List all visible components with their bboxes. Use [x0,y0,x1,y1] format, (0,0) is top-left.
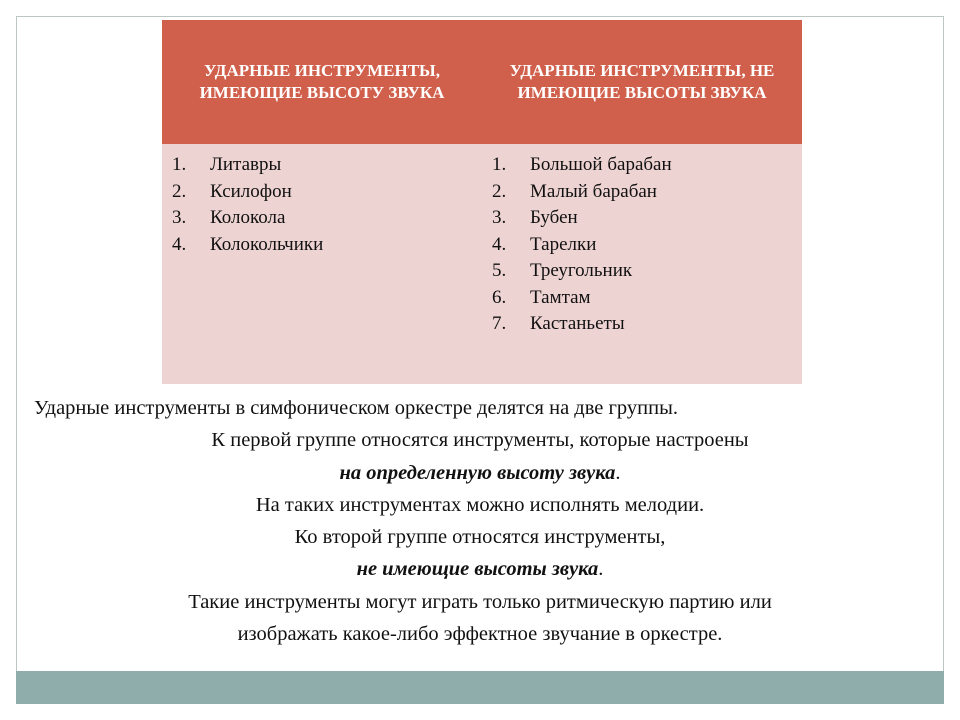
list-item-label: Литавры [210,154,282,175]
text-line: Ударные инструменты в симфоническом оркестре делятся на две группы. [34,397,678,419]
text-line: изображать какое-либо эффектное звучание в оркестре. [237,623,723,646]
list-item-label: Кастаньеты [530,313,625,334]
list-item [172,152,472,179]
punctuation: . [615,461,621,484]
list-item-label: Малый барабан [530,180,657,202]
table-header-row [162,20,802,144]
list-item-number: 6. [492,286,507,308]
list-item-number: 3. [492,207,507,228]
table-body-row [162,144,802,384]
list-item-label: Треугольник [530,260,633,281]
list-item-number: 1. [492,154,507,175]
header-pitched: УДАРНЫЕ ИНСТРУМЕНТЫ, ИМЕЮЩИЕ ВЫСОТУ ЗВУКА [162,20,482,144]
instruments-table [162,20,802,384]
text-line: На таких инструментах можно исполнять мелодии. [255,493,705,516]
list-item [492,205,792,232]
list-item-number: 1. [172,154,187,175]
list-item-label: Тамтам [530,286,591,308]
emphasis-text: не имеющие высоты звука [356,558,599,581]
list-item [172,179,472,206]
list-item-label: Ксилофон [210,180,292,202]
list-item [172,232,472,259]
text-line: К первой группе относятся инструменты, которые настроены [211,429,749,452]
list-item [492,179,792,206]
list-item-number: 5. [492,260,507,281]
list-item-number: 3. [172,207,187,228]
text-line: Такие инструменты могут играть только ритмическую партию или [188,590,772,613]
body-text [16,392,944,650]
unpitched-list [492,152,792,338]
list-item-label: Бубен [530,207,578,228]
list-item-number: 4. [172,233,187,255]
list-item [492,232,792,259]
footer-bar [16,671,944,704]
list-item [492,311,792,338]
list-item-number: 2. [172,180,187,202]
list-item-label: Колокола [210,207,286,228]
text-line [16,553,944,585]
list-item [492,285,792,312]
list-item [492,258,792,285]
list-item [492,152,792,179]
list-item-label: Тарелки [530,233,597,255]
header-unpitched: УДАРНЫЕ ИНСТРУМЕНТЫ, НЕ ИМЕЮЩИЕ ВЫСОТЫ ЗВУКА [482,20,802,144]
text-line [16,457,944,489]
list-item-number: 4. [492,233,507,255]
punctuation: . [598,558,604,581]
text-line: Ко второй группе относятся инструменты, [294,526,666,549]
pitched-list [172,152,472,258]
list-item [172,205,472,232]
list-item-label: Колокольчики [210,233,324,255]
list-item-number: 2. [492,180,507,202]
emphasis-text: на определенную высоту звука [339,461,616,484]
cell-pitched [162,144,482,384]
list-item-number: 7. [492,313,507,334]
cell-unpitched [482,144,802,384]
list-item-label: Большой барабан [530,154,672,175]
